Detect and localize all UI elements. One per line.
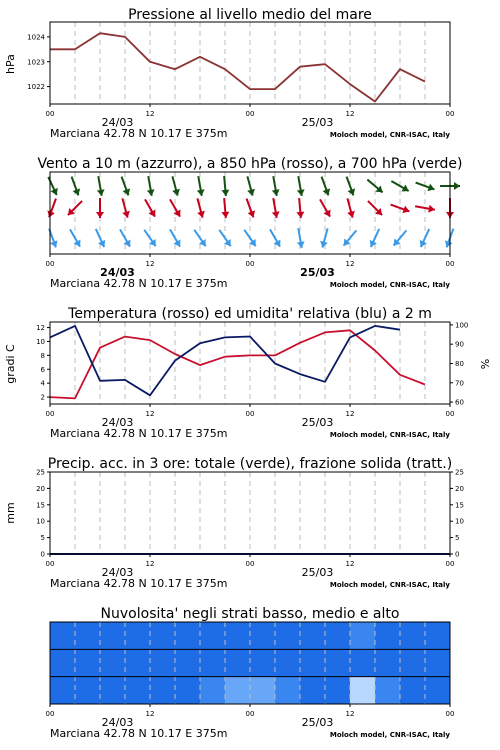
wind-700-arrow: [247, 176, 255, 195]
cloud-cell-medio: [375, 649, 401, 676]
x-tick-label: 00: [245, 260, 255, 268]
cloud-cell-alto: [75, 622, 101, 649]
wind-700-arrow: [72, 177, 81, 196]
date-label: 24/03: [101, 416, 134, 429]
credit-label: Moloch model, CNR-ISAC, Italy: [329, 431, 450, 439]
y-tick-label: 1023: [27, 58, 45, 67]
cloud-cell-medio: [400, 649, 426, 676]
cloud-cell-alto: [175, 622, 201, 649]
x-tick-label: 00: [45, 410, 55, 418]
wind-700-arrow: [221, 176, 229, 196]
wind-footer: [50, 277, 450, 290]
cloud-cell-basso: [125, 677, 151, 704]
temperature-footer: [50, 427, 450, 440]
cloud-cell-basso: [175, 677, 201, 704]
cloud-cell-medio: [75, 649, 101, 676]
cloud-cell-medio: [300, 649, 326, 676]
cloud-cell-alto: [375, 622, 401, 649]
wind-xticks: [46, 254, 455, 279]
credit-label: Moloch model, CNR-ISAC, Italy: [329, 731, 450, 739]
wind-850-arrow: [296, 198, 304, 218]
cloud-cell-basso: [300, 677, 326, 704]
date-label: 25/03: [300, 266, 335, 279]
y-tick-label: 8: [40, 351, 45, 360]
wind-10m-arrow: [370, 229, 380, 247]
wind-10m-arrow: [320, 228, 328, 247]
wind-850-arrow: [347, 198, 355, 217]
x-tick-label: 00: [445, 710, 455, 718]
cloud-panel: [46, 606, 455, 740]
cloud-cell-alto: [100, 622, 126, 649]
y-tick-label: 20: [36, 484, 45, 493]
y-tick-label: 4: [40, 379, 45, 388]
x-tick-label: 12: [145, 560, 155, 568]
wind-10m-arrow: [219, 230, 230, 246]
x-tick-label: 00: [45, 110, 55, 118]
wind-850-arrow: [272, 198, 280, 218]
y-tick-label: 80: [455, 359, 464, 368]
cloud-cell-alto: [425, 622, 451, 649]
wind-10m-arrow: [170, 229, 181, 246]
cloud-cell-basso: [100, 677, 126, 704]
pressure-ylabel: hPa: [4, 54, 17, 74]
cloud-cell-medio: [125, 649, 151, 676]
y-tick-label: 100: [455, 321, 469, 330]
date-label: 24/03: [101, 116, 134, 129]
x-tick-label: 12: [345, 410, 355, 418]
wind-700-arrow: [172, 176, 180, 195]
wind-700-arrow: [322, 177, 331, 196]
temperature-xticks: [46, 404, 455, 429]
cloud-cell-medio: [350, 649, 376, 676]
date-label: 25/03: [301, 416, 334, 429]
y-tick-label: 1024: [27, 33, 45, 42]
precip-ylabel: mm: [4, 502, 17, 524]
y-tick-label: 0: [455, 550, 460, 559]
x-tick-label: 00: [45, 260, 55, 268]
pressure-series-line: [50, 33, 425, 101]
wind-panel: [37, 156, 462, 290]
date-label: 25/03: [301, 716, 334, 729]
y-tick-label: 5: [40, 534, 45, 543]
wind-700-arrow: [147, 176, 155, 196]
cloud-title: Nuvolosita' negli strati basso, medio e alto: [100, 606, 400, 622]
wind-850-arrow-head: [221, 212, 229, 218]
y-tick-label: 6: [40, 365, 45, 374]
y-tick-label: 0: [40, 550, 45, 559]
wind-700-arrow: [197, 176, 205, 196]
wind-10m-arrow: [270, 229, 281, 246]
cloud-cell-basso: [375, 677, 401, 704]
pressure-footer: [50, 127, 450, 140]
cloud-cell-basso: [200, 677, 226, 704]
wind-10m-arrow: [394, 230, 407, 245]
temperature-ylabel: gradi C: [4, 344, 17, 384]
cloud-cell-basso: [225, 677, 251, 704]
y-tick-label: 60: [455, 398, 464, 407]
humidity-yticks: [450, 321, 468, 406]
credit-label: Moloch model, CNR-ISAC, Italy: [329, 581, 450, 589]
wind-10m-arrow: [344, 230, 357, 245]
precip-title: Precip. acc. in 3 ore: totale (verde), frazione solida (tratt.): [47, 456, 453, 472]
wind-10m-arrow: [120, 229, 131, 246]
x-tick-label: 12: [145, 710, 155, 718]
y-tick-label: 15: [36, 501, 45, 510]
location-label: Marciana 42.78 N 10.17 E 375m: [50, 727, 228, 740]
wind-10m-arrow: [96, 229, 106, 247]
y-tick-label: 20: [455, 484, 464, 493]
precip-xticks: [46, 554, 455, 579]
cloud-cell-medio: [325, 649, 351, 676]
cloud-cell-basso: [250, 677, 276, 704]
x-tick-label: 12: [345, 110, 355, 118]
wind-10m-arrow: [297, 228, 305, 248]
cloud-cell-medio: [200, 649, 226, 676]
temperature-title: Temperatura (rosso) ed umidita' relativa (blu) a 2 m: [68, 306, 432, 322]
wind-850-arrow: [47, 199, 56, 218]
cloud-cell-basso: [400, 677, 426, 704]
cloud-footer: [50, 727, 450, 740]
humidity-ylabel: %: [479, 358, 492, 370]
wind-10m-arrow: [420, 229, 430, 247]
cloud-cell-basso: [350, 677, 376, 704]
x-tick-label: 00: [445, 110, 455, 118]
wind-10m-arrow: [194, 230, 205, 246]
cloud-cell-medio: [150, 649, 176, 676]
precip-footer: [50, 577, 450, 590]
temperature-panel: [4, 306, 492, 440]
cloud-cell-alto: [350, 622, 376, 649]
cloud-cell-alto: [200, 622, 226, 649]
cloud-cell-medio: [425, 649, 451, 676]
x-tick-label: 12: [145, 410, 155, 418]
wind-700-arrow: [97, 176, 105, 196]
pressure-panel: [4, 7, 454, 140]
wind-700-arrow-head: [221, 190, 229, 196]
wind-850-arrow-head: [96, 212, 104, 218]
cloud-cell-alto: [250, 622, 276, 649]
x-tick-label: 12: [345, 560, 355, 568]
y-tick-label: 12: [36, 324, 45, 333]
wind-850-arrow-head: [296, 212, 304, 218]
wind-850-arrow: [122, 198, 130, 217]
y-tick-label: 90: [455, 340, 464, 349]
date-label: 24/03: [101, 716, 134, 729]
location-label: Marciana 42.78 N 10.17 E 375m: [50, 577, 228, 590]
cloud-cell-medio: [275, 649, 301, 676]
location-label: Marciana 42.78 N 10.17 E 375m: [50, 277, 228, 290]
wind-10m-arrow: [70, 229, 81, 246]
date-label: 24/03: [101, 566, 134, 579]
cloud-cell-alto: [300, 622, 326, 649]
y-tick-label: 2: [40, 393, 45, 402]
x-tick-label: 12: [145, 110, 155, 118]
cloud-cell-alto: [275, 622, 301, 649]
temperature-gridlines: [75, 322, 425, 404]
wind-700-arrow: [347, 177, 356, 196]
x-tick-label: 12: [345, 260, 355, 268]
cloud-cell-basso: [325, 677, 351, 704]
wind-850-arrow: [247, 199, 256, 218]
x-tick-label: 12: [145, 260, 155, 268]
y-tick-label: 1022: [27, 83, 45, 92]
y-tick-label: 15: [455, 501, 464, 510]
wind-850-arrow: [96, 198, 104, 218]
precip-panel: [4, 456, 464, 590]
y-tick-label: 25: [36, 468, 45, 477]
cloud-cell-medio: [250, 649, 276, 676]
pressure-gridlines: [75, 22, 425, 104]
location-label: Marciana 42.78 N 10.17 E 375m: [50, 427, 228, 440]
wind-850-arrow: [221, 198, 229, 218]
wind-title: Vento a 10 m (azzurro), a 850 hPa (rosso), a 700 hPa (verde): [37, 156, 463, 172]
x-tick-label: 00: [245, 560, 255, 568]
y-tick-label: 70: [455, 379, 464, 388]
cloud-cell-basso: [275, 677, 301, 704]
x-tick-label: 00: [445, 410, 455, 418]
temperature-yticks: [36, 324, 50, 401]
wind-10m-arrow: [445, 229, 454, 248]
cloud-cell-alto: [400, 622, 426, 649]
y-tick-label: 10: [36, 517, 45, 526]
pressure-line: [50, 33, 425, 101]
cloud-cell-alto: [150, 622, 176, 649]
pressure-xticks: [46, 104, 455, 129]
cloud-cell-alto: [125, 622, 151, 649]
cloud-cell-alto: [50, 622, 76, 649]
cloud-xticks: [46, 704, 455, 729]
wind-700-arrow: [122, 177, 131, 196]
credit-label: Moloch model, CNR-ISAC, Italy: [329, 131, 450, 139]
credit-label: Moloch model, CNR-ISAC, Italy: [329, 281, 450, 289]
y-tick-label: 10: [36, 337, 45, 346]
location-label: Marciana 42.78 N 10.17 E 375m: [50, 127, 228, 140]
wind-700-arrow: [297, 176, 305, 196]
y-tick-label: 25: [455, 468, 464, 477]
date-label: 25/03: [301, 566, 334, 579]
x-tick-label: 00: [445, 560, 455, 568]
temperature-series-line: [50, 330, 425, 398]
x-tick-label: 00: [245, 410, 255, 418]
precip-yticks-right: [450, 469, 464, 559]
x-tick-label: 12: [345, 710, 355, 718]
wind-700-arrow: [272, 176, 280, 196]
precip-yticks: [36, 469, 50, 559]
y-tick-label: 10: [455, 517, 464, 526]
wind-10m-arrow: [144, 230, 155, 246]
temperature-humidity-lines: [50, 326, 425, 399]
date-label: 24/03: [100, 266, 135, 279]
cloud-cell-medio: [225, 649, 251, 676]
y-tick-label: 5: [455, 534, 460, 543]
x-tick-label: 00: [245, 110, 255, 118]
wind-850-arrow: [197, 198, 205, 217]
cloud-cell-basso: [75, 677, 101, 704]
cloud-cell-basso: [50, 677, 76, 704]
x-tick-label: 00: [445, 260, 455, 268]
cloud-cell-basso: [150, 677, 176, 704]
wind-700-arrow-head: [454, 182, 460, 190]
wind-10m-arrow: [244, 230, 255, 246]
date-label: 25/03: [301, 116, 334, 129]
x-tick-label: 00: [245, 710, 255, 718]
cloud-cell-medio: [175, 649, 201, 676]
x-tick-label: 00: [45, 560, 55, 568]
wind-arrows: [47, 176, 460, 248]
cloud-cell-alto: [325, 622, 351, 649]
x-tick-label: 00: [45, 710, 55, 718]
pressure-title: Pressione al livello medio del mare: [128, 7, 372, 23]
cloud-cell-alto: [225, 622, 251, 649]
cloud-cell-medio: [50, 649, 76, 676]
cloud-cell-basso: [425, 677, 451, 704]
pressure-yticks: [27, 33, 50, 91]
precip-gridlines: [75, 472, 425, 554]
cloud-cell-medio: [100, 649, 126, 676]
